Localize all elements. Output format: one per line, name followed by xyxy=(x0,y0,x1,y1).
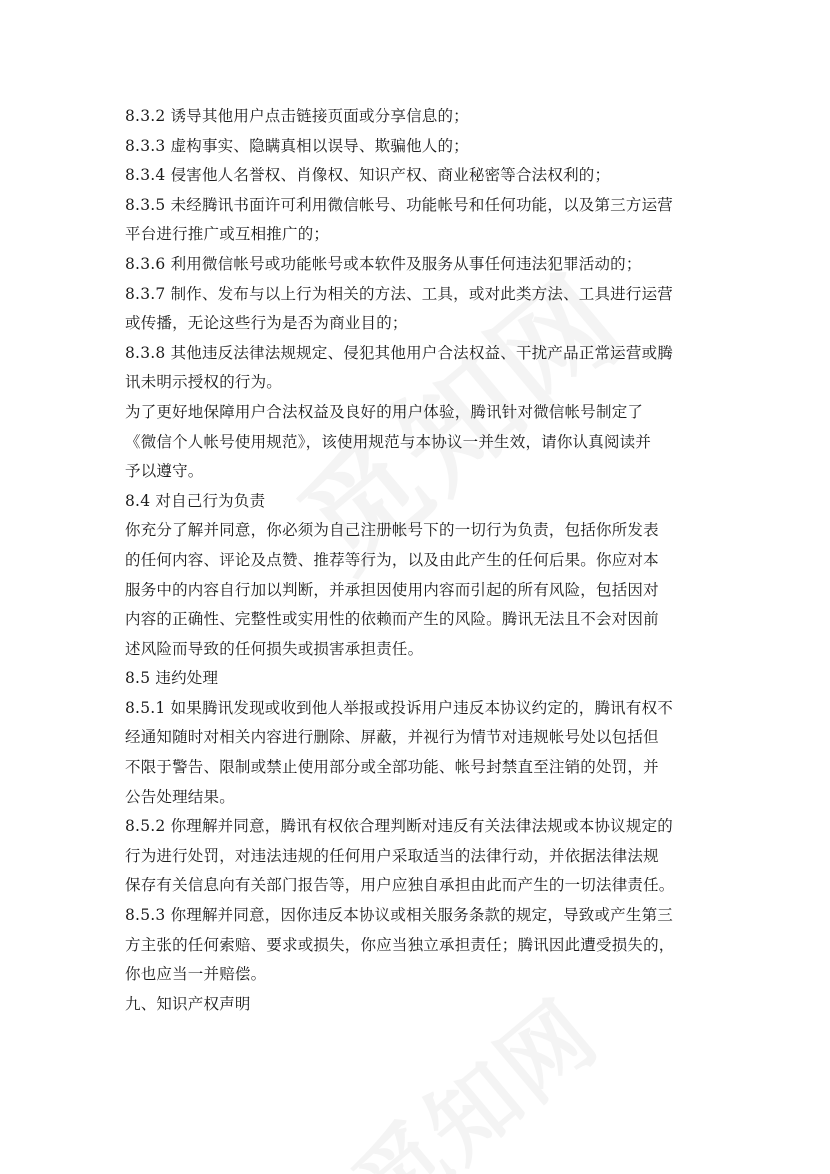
text-line: 8.3.7 制作、发布与以上行为相关的方法、工具，或对此类方法、工具进行运营 xyxy=(125,284,673,303)
section-heading-8-5: 8.5 违约处理 xyxy=(125,669,219,688)
text-line: 8.3.6 利用微信帐号或功能帐号或本软件及服务从事任何违法犯罪活动的； xyxy=(125,254,642,273)
chapter-heading-9: 九、知识产权声明 xyxy=(125,994,251,1013)
text-line: 8.3.5 未经腾讯书面许可利用微信帐号、功能帐号和任何功能，以及第三方运营 xyxy=(125,195,673,214)
text-line: 8.3.8 其他违反法律法规规定、侵犯其他用户合法权益、干扰产品正常运营或腾 xyxy=(125,343,673,362)
section-heading-8-4: 8.4 对自己行为负责 xyxy=(125,491,266,510)
text-line: 述风险而导致的任何损失或损害承担责任。 xyxy=(125,639,424,658)
text-line: 《微信个人帐号使用规范》，该使用规范与本协议一并生效，请你认真阅读并 xyxy=(125,432,652,451)
text-line: 的任何内容、评论及点赞、推荐等行为，以及由此产生的任何后果。你应对本 xyxy=(125,550,659,569)
text-line: 予以遵守。 xyxy=(125,462,204,481)
text-line: 你也应当一并赔偿。 xyxy=(125,965,267,984)
text-line: 讯未明示授权的行为。 xyxy=(125,373,283,392)
text-line: 平台进行推广或互相推广的； xyxy=(125,225,330,244)
text-line: 或传播，无论这些行为是否为商业目的； xyxy=(125,314,408,333)
text-line: 保存有关信息向有关部门报告等，用户应独自承担由此而产生的一切法律责任。 xyxy=(125,876,675,895)
text-line: 服务中的内容自行加以判断，并承担因使用内容而引起的所有风险，包括因对 xyxy=(125,580,659,599)
document-body xyxy=(125,102,715,1019)
text-line: 8.3.3 虚构事实、隐瞒真相以误导、欺骗他人的； xyxy=(125,136,469,155)
text-line: 8.5.1 如果腾讯发现或收到他人举报或投诉用户违反本协议约定的，腾讯有权不 xyxy=(125,698,673,717)
text-line: 公告处理结果。 xyxy=(125,787,235,806)
text-line: 内容的正确性、完整性或实用性的依赖而产生的风险。腾讯无法且不会对因前 xyxy=(125,610,659,629)
text-line: 经通知随时对相关内容进行删除、屏蔽，并视行为情节对违规帐号处以包括但 xyxy=(125,728,659,747)
text-line: 不限于警告、限制或禁止使用部分或全部功能、帐号封禁直至注销的处罚，并 xyxy=(125,758,659,777)
text-line: 行为进行处罚，对违法违规的任何用户采取适当的法律行动，并依据法律法规 xyxy=(125,846,659,865)
text-line: 你充分了解并同意，你必须为自己注册帐号下的一切行为负责，包括你所发表 xyxy=(125,521,659,540)
text-line: 为了更好地保障用户合法权益及良好的用户体验，腾讯针对微信帐号制定了 xyxy=(125,402,644,421)
text-line: 方主张的任何索赔、要求或损失，你应当独立承担责任；腾讯因此遭受损失的， xyxy=(125,935,675,954)
text-line: 8.3.2 诱导其他用户点击链接页面或分享信息的； xyxy=(125,107,469,125)
text-line: 8.5.2 你理解并同意，腾讯有权依合理判断对违反有关法律法规或本协议规定的 xyxy=(125,817,673,836)
text-line: 8.3.4 侵害他人名誉权、肖像权、知识产权、商业秘密等合法权利的； xyxy=(125,166,611,185)
text-line: 8.5.3 你理解并同意，因你违反本协议或相关服务条款的规定，导致或产生第三 xyxy=(125,906,673,925)
